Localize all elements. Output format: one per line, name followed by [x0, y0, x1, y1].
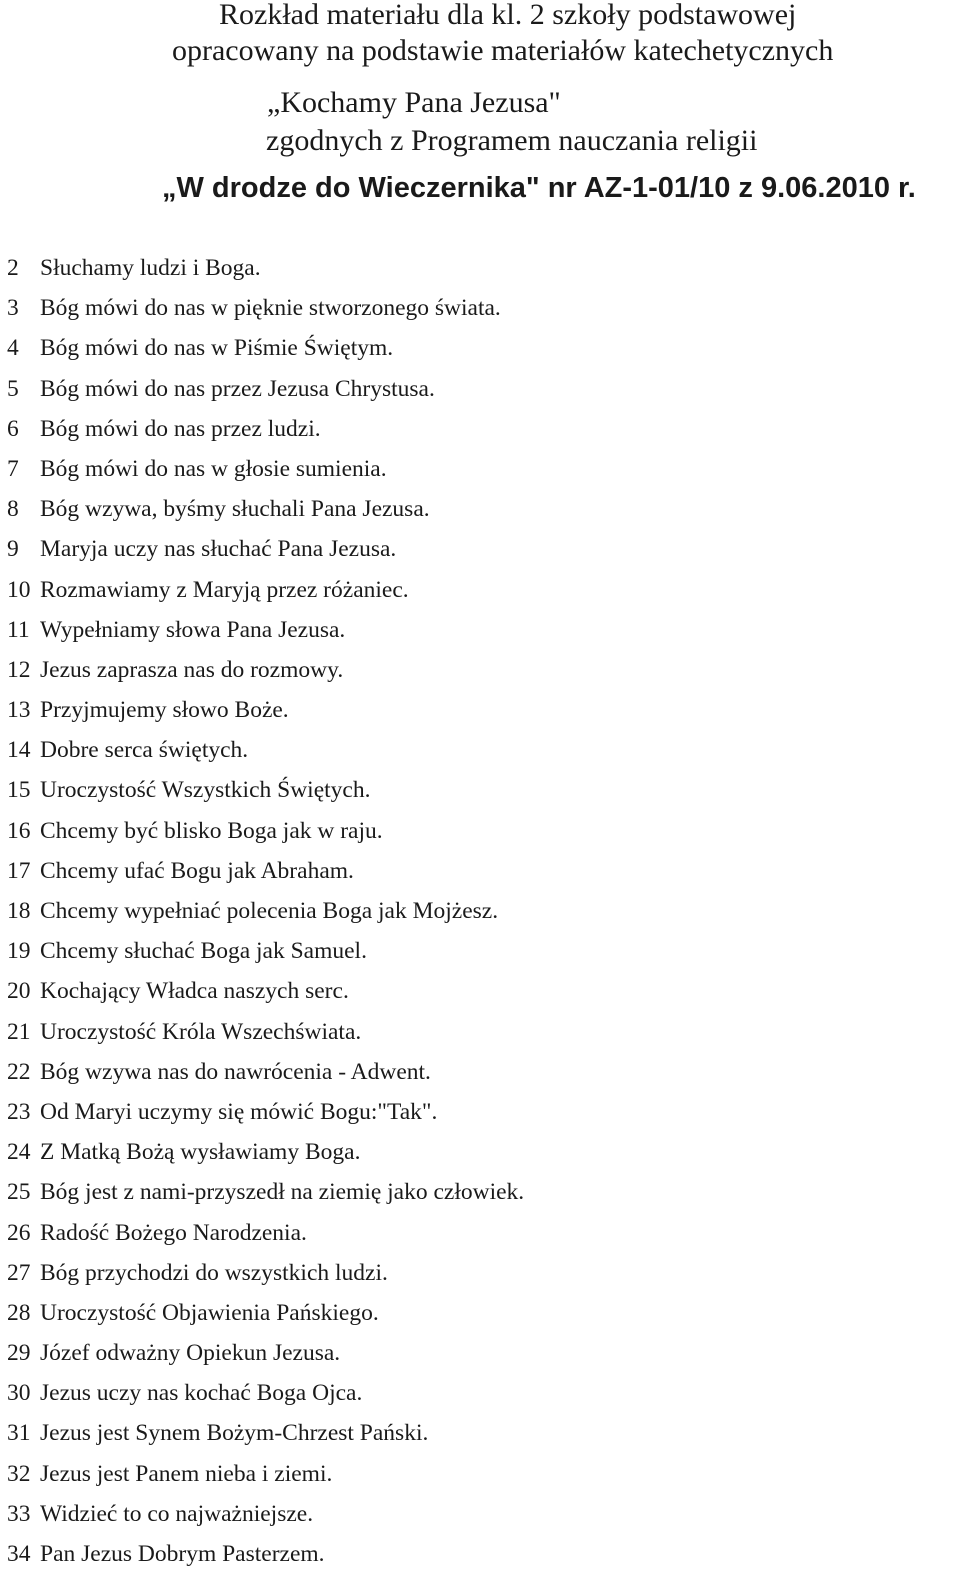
lesson-number: 13	[7, 697, 31, 724]
lesson-title: Bóg mówi do nas w pięknie stworzonego świata.	[40, 295, 501, 322]
lesson-title: Bóg jest z nami-przyszedł na ziemię jako człowiek.	[40, 1179, 525, 1206]
lesson-title: Bóg mówi do nas przez Jezusa Chrystusa.	[40, 375, 435, 402]
lesson-number: 5	[7, 375, 19, 402]
header-book-title: „Kochamy Pana Jezusa"	[267, 86, 561, 119]
lesson-title: Dobre serca świętych.	[40, 737, 249, 764]
list-item	[7, 1253, 524, 1293]
list-item	[7, 1052, 524, 1092]
lesson-title: Bóg wzywa nas do nawrócenia - Adwent.	[40, 1058, 431, 1085]
header-program-title: „W drodze do Wieczernika" nr AZ-1-01/10 z 9.06.2010 r.	[162, 172, 916, 204]
lesson-number: 15	[7, 777, 31, 804]
lesson-number: 6	[7, 415, 19, 442]
list-item	[7, 690, 524, 730]
lesson-title: Maryja uczy nas słuchać Pana Jezusa.	[40, 536, 397, 563]
lesson-number: 25	[7, 1179, 31, 1206]
lesson-title: Jezus zaprasza nas do rozmowy.	[40, 656, 344, 683]
lesson-title: Pan Jezus Dobrym Pasterzem.	[40, 1541, 325, 1567]
list-item	[7, 931, 524, 971]
lesson-title: Jezus uczy nas kochać Boga Ojca.	[40, 1380, 363, 1407]
lesson-number: 14	[7, 737, 31, 764]
lesson-number: 28	[7, 1299, 31, 1326]
list-item	[7, 730, 524, 770]
lesson-number: 21	[7, 1018, 31, 1045]
lesson-number: 30	[7, 1380, 31, 1407]
lesson-number: 9	[7, 536, 19, 563]
lesson-title: Jezus jest Panem nieba i ziemi.	[40, 1460, 333, 1487]
lesson-number: 7	[7, 455, 19, 482]
lesson-number: 16	[7, 817, 31, 844]
lesson-title: Bóg przychodzi do wszystkich ludzi.	[40, 1259, 388, 1286]
lesson-number: 26	[7, 1219, 31, 1246]
lesson-number: 32	[7, 1460, 31, 1487]
lesson-title: Rozmawiamy z Maryją przez różaniec.	[40, 576, 409, 603]
lesson-number: 3	[7, 295, 19, 322]
lesson-number: 18	[7, 898, 31, 924]
list-item	[7, 650, 524, 690]
lesson-title: Bóg mówi do nas przez ludzi.	[40, 415, 321, 442]
list-item	[7, 1092, 524, 1132]
lesson-number: 22	[7, 1058, 31, 1085]
lesson-number: 11	[7, 616, 30, 643]
lesson-list	[7, 248, 524, 1574]
lesson-number: 19	[7, 938, 31, 965]
lesson-title: Uroczystość Króla Wszechświata.	[40, 1018, 362, 1045]
lesson-number: 31	[7, 1420, 31, 1447]
lesson-title: Józef odważny Opiekun Jezusa.	[40, 1340, 341, 1367]
lesson-number: 24	[7, 1139, 31, 1166]
lesson-title: Uroczystość Objawienia Pańskiego.	[40, 1299, 379, 1326]
lesson-number: 23	[7, 1098, 31, 1125]
lesson-title: Słuchamy ludzi i Boga.	[40, 255, 261, 281]
lesson-number: 2	[7, 255, 19, 281]
lesson-number: 12	[7, 656, 31, 683]
list-item	[7, 328, 524, 368]
list-item	[7, 288, 524, 328]
lesson-number: 10	[7, 576, 31, 603]
header-program-line: zgodnych z Programem nauczania religii	[266, 124, 758, 157]
list-item	[7, 1454, 524, 1494]
lesson-title: Od Maryi uczymy się mówić Bogu:"Tak".	[40, 1098, 438, 1125]
lesson-number: 34	[7, 1541, 31, 1567]
list-item	[7, 529, 524, 569]
lesson-title: Bóg wzywa, byśmy słuchali Pana Jezusa.	[40, 496, 430, 523]
list-item	[7, 1373, 524, 1413]
list-item	[7, 1333, 524, 1373]
lesson-title: Bóg mówi do nas w Piśmie Świętym.	[40, 335, 394, 362]
lesson-title: Bóg mówi do nas w głosie sumienia.	[40, 455, 387, 482]
list-item	[7, 851, 524, 891]
list-item	[7, 489, 524, 529]
lesson-title: Chcemy słuchać Boga jak Samuel.	[40, 938, 367, 965]
list-item	[7, 1293, 524, 1333]
list-item	[7, 248, 524, 288]
list-item	[7, 1413, 524, 1453]
lesson-title: Jezus jest Synem Bożym-Chrzest Pański.	[40, 1420, 429, 1447]
list-item	[7, 1494, 524, 1534]
list-item	[7, 409, 524, 449]
lesson-number: 33	[7, 1500, 31, 1527]
list-item	[7, 770, 524, 810]
header-subtitle-line: opracowany na podstawie materiałów katechetycznych	[172, 34, 834, 67]
lesson-title: Chcemy wypełniać polecenia Boga jak Mojżesz.	[40, 898, 499, 924]
lesson-title: Chcemy ufać Bogu jak Abraham.	[40, 857, 354, 884]
list-item	[7, 570, 524, 610]
list-item	[7, 971, 524, 1011]
lesson-title: Z Matką Bożą wysławiamy Boga.	[40, 1139, 361, 1166]
lesson-title: Kochający Władca naszych serc.	[40, 978, 349, 1005]
list-item	[7, 1534, 524, 1574]
lesson-title: Wypełniamy słowa Pana Jezusa.	[40, 616, 346, 643]
header-title-line: Rozkład materiału dla kl. 2 szkoły podstawowej	[219, 0, 797, 31]
list-item	[7, 369, 524, 409]
list-item	[7, 1132, 524, 1172]
list-item	[7, 1213, 524, 1253]
lesson-number: 29	[7, 1340, 31, 1367]
list-item	[7, 891, 524, 931]
lesson-title: Chcemy być blisko Boga jak w raju.	[40, 817, 383, 844]
lesson-number: 20	[7, 978, 31, 1005]
lesson-number: 27	[7, 1259, 31, 1286]
list-item	[7, 610, 524, 650]
lesson-number: 4	[7, 335, 19, 362]
list-item	[7, 1172, 524, 1212]
list-item	[7, 449, 524, 489]
lesson-title: Uroczystość Wszystkich Świętych.	[40, 777, 371, 804]
lesson-title: Przyjmujemy słowo Boże.	[40, 697, 289, 724]
lesson-title: Widzieć to co najważniejsze.	[40, 1500, 314, 1527]
lesson-title: Radość Bożego Narodzenia.	[40, 1219, 307, 1246]
lesson-number: 8	[7, 496, 19, 523]
list-item	[7, 811, 524, 851]
lesson-number: 17	[7, 857, 31, 884]
list-item	[7, 1012, 524, 1052]
